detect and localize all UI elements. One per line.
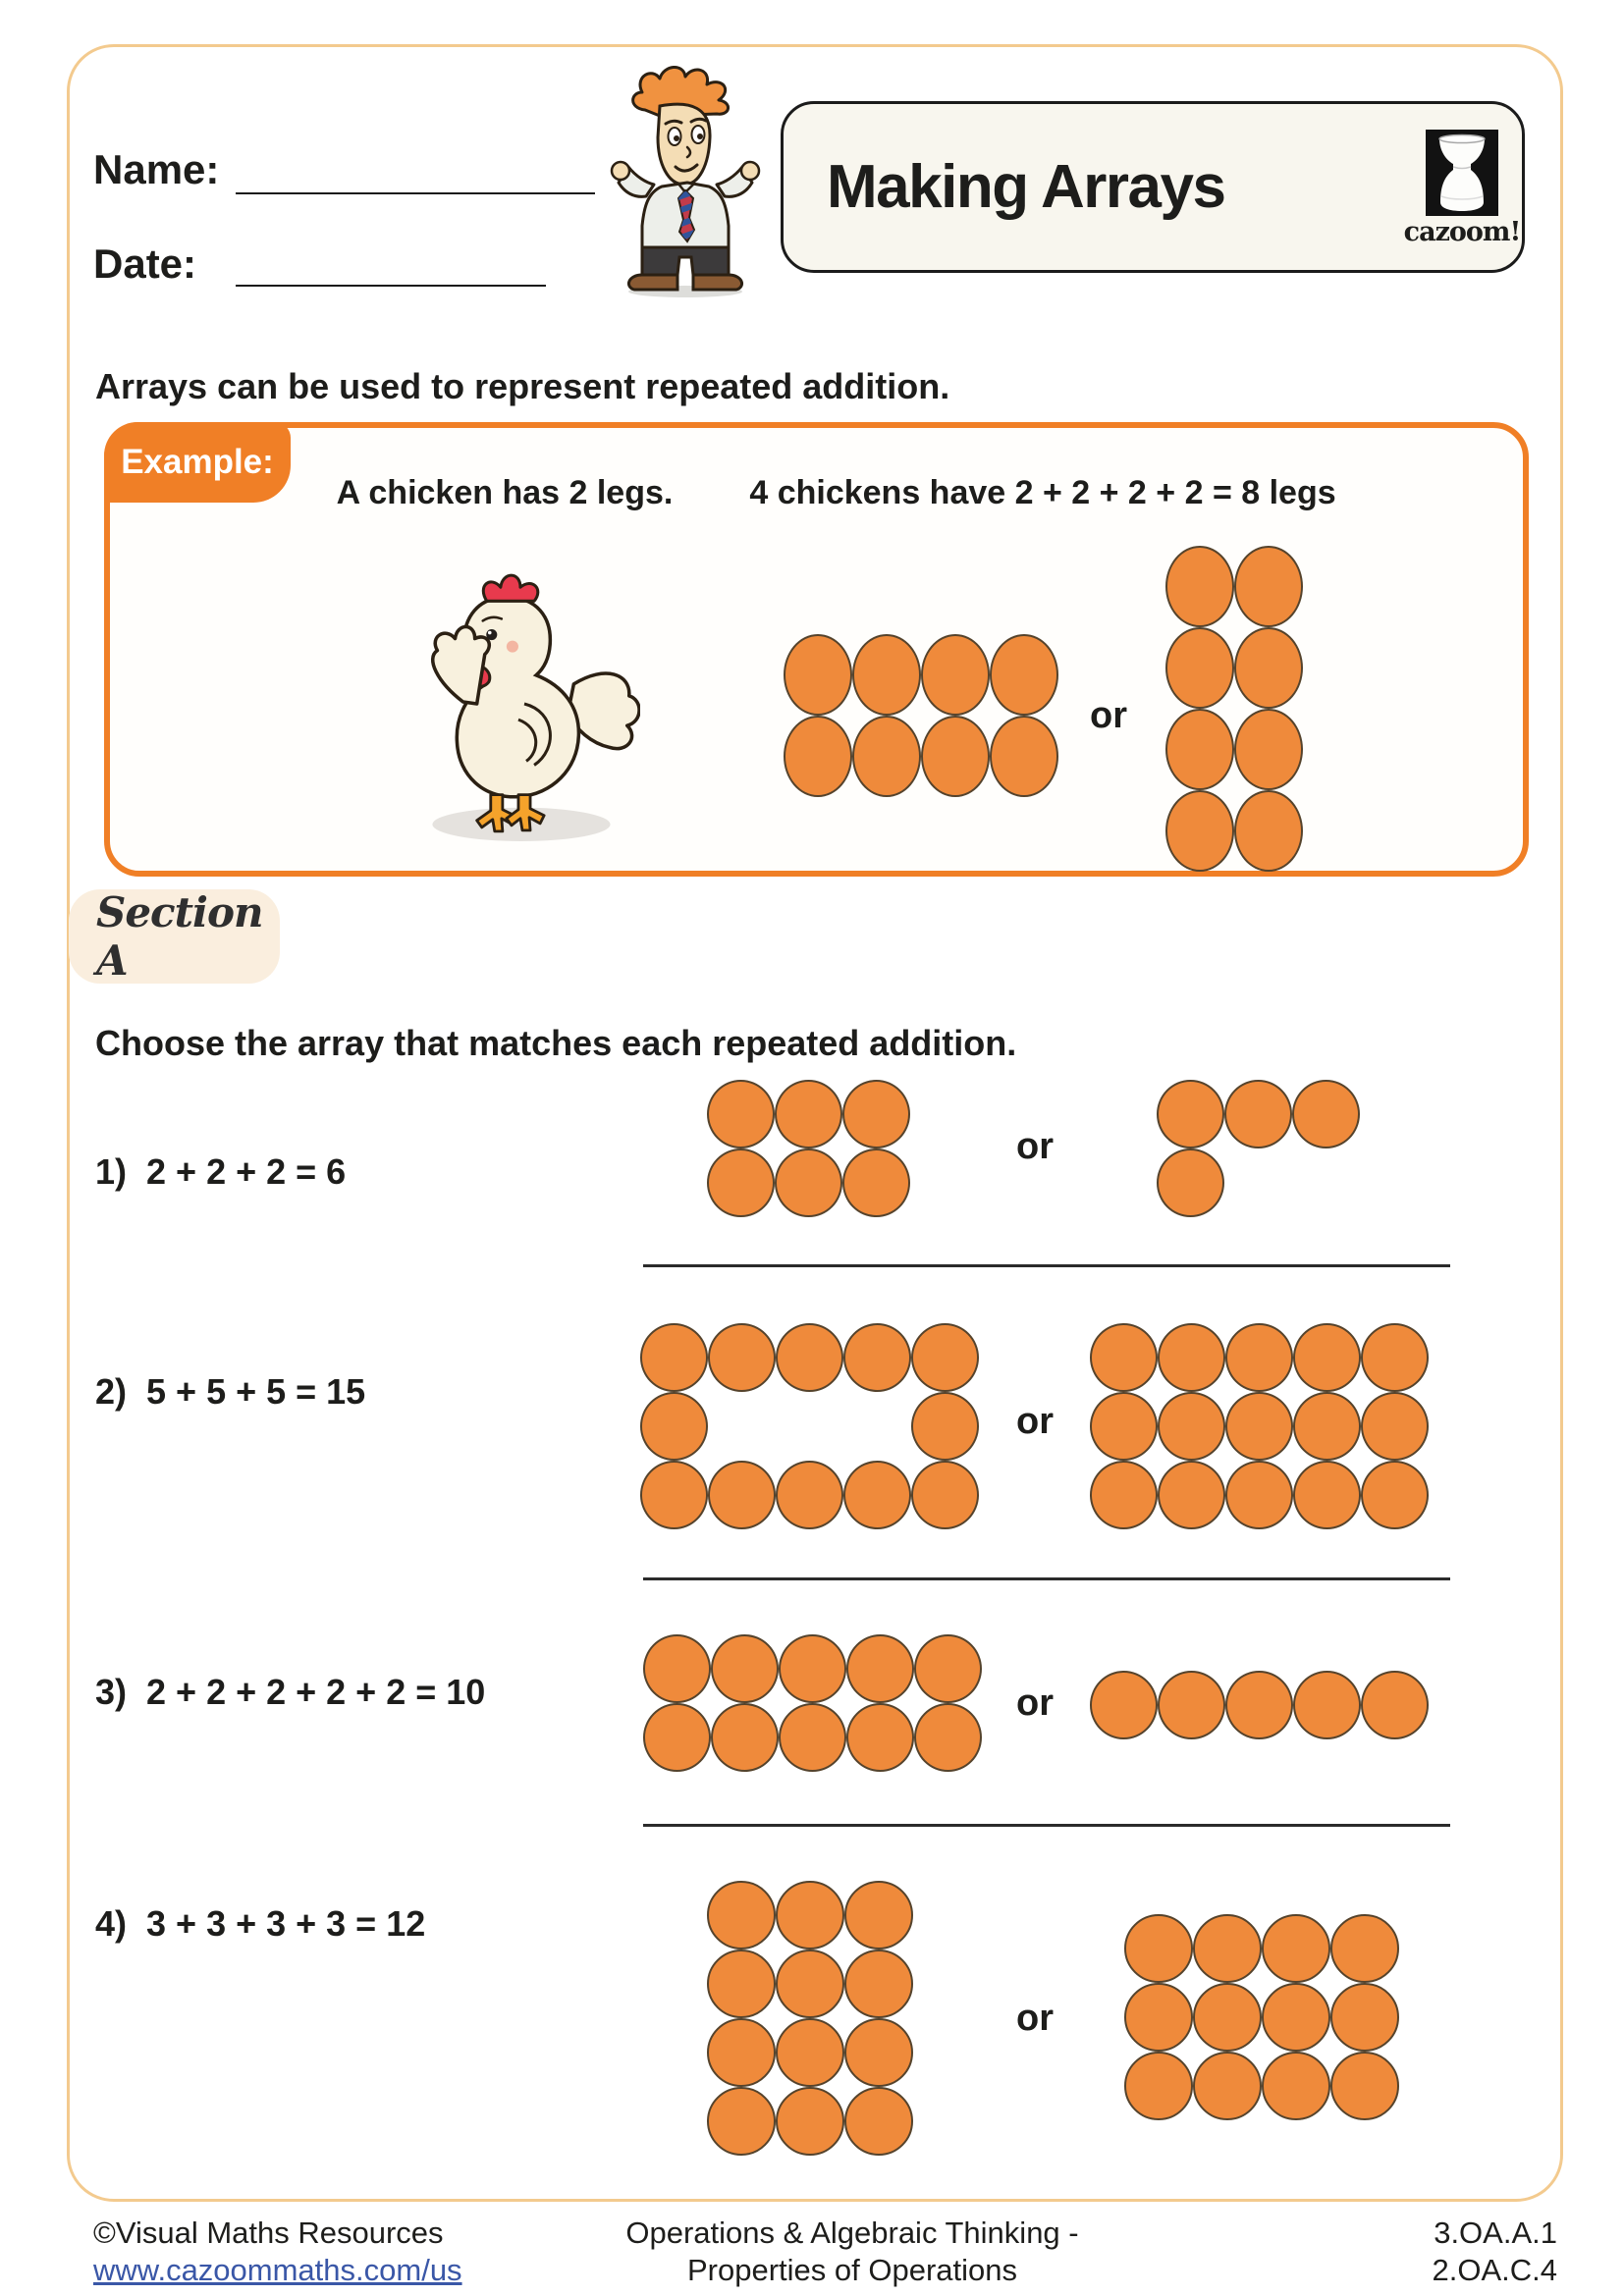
counter-dot <box>842 1148 910 1217</box>
footer-copyright: ©Visual Maths Resources <box>93 2216 444 2250</box>
counter-dot <box>852 716 921 797</box>
date-input-line[interactable] <box>236 285 546 287</box>
counter-dot <box>1157 1148 1224 1217</box>
counter-dot <box>1293 1392 1361 1461</box>
intro-text: Arrays can be used to represent repeated addition. <box>95 366 950 406</box>
question-equation: 5 + 5 + 5 = 15 <box>146 1371 366 1412</box>
counter-dot <box>707 1881 776 1949</box>
counter-dot <box>1292 1080 1360 1148</box>
question-number: 1) <box>95 1151 128 1192</box>
question-2-array-option-right[interactable] <box>1090 1323 1429 1529</box>
section-a-badge <box>69 889 280 984</box>
counter-dot <box>776 1949 844 2018</box>
counter-dot <box>1165 627 1234 709</box>
title-box <box>781 101 1525 273</box>
counter-dot <box>1262 2052 1330 2120</box>
or-label: or <box>1016 1682 1054 1724</box>
counter-gap <box>843 1392 911 1461</box>
or-label: or <box>1016 1401 1054 1442</box>
counter-dot <box>1293 1671 1361 1739</box>
counter-dot <box>1193 1914 1262 1983</box>
counter-dot <box>1124 2052 1193 2120</box>
question-divider <box>643 1577 1450 1580</box>
counter-dot <box>776 1461 843 1529</box>
counter-dot <box>1165 546 1234 627</box>
standard-code: 3.OA.A.1 <box>1434 2216 1557 2250</box>
counter-dot <box>775 1080 842 1148</box>
counter-dot <box>844 1881 913 1949</box>
question-number: 2) <box>95 1371 128 1412</box>
counter-dot <box>640 1461 708 1529</box>
counter-dot <box>1361 1671 1429 1739</box>
counter-dot <box>776 1881 844 1949</box>
counter-dot <box>1330 1983 1399 2052</box>
counter-dot <box>1165 709 1234 790</box>
counter-dot <box>1262 1983 1330 2052</box>
counter-gap <box>1224 1148 1292 1217</box>
chicken-illustration <box>407 556 640 847</box>
counter-dot <box>1158 1392 1225 1461</box>
date-label: Date: <box>93 240 197 287</box>
counter-dot <box>846 1634 914 1703</box>
counter-dot <box>843 1323 911 1392</box>
counter-dot <box>1124 1983 1193 2052</box>
counter-dot <box>1234 709 1303 790</box>
counter-dot <box>1090 1392 1158 1461</box>
counter-dot <box>844 2087 913 2156</box>
question-divider <box>643 1824 1450 1827</box>
question-4-text <box>95 1902 425 1945</box>
counter-dot <box>843 1461 911 1529</box>
name-input-line[interactable] <box>236 192 595 194</box>
question-equation: 2 + 2 + 2 = 6 <box>146 1151 347 1192</box>
example-caption-sum: 4 chickens have 2 + 2 + 2 + 2 = 8 legs <box>749 474 1336 511</box>
counter-dot <box>1293 1461 1361 1529</box>
counter-dot <box>1158 1461 1225 1529</box>
counter-dot <box>707 1080 775 1148</box>
counter-dot <box>779 1703 846 1772</box>
footer-website-link[interactable]: www.cazoommaths.com/us <box>93 2253 462 2287</box>
cazoom-drum-icon <box>1426 130 1498 216</box>
question-2-array-option-left[interactable] <box>640 1323 979 1529</box>
question-4-array-option-left[interactable] <box>707 1881 913 2156</box>
counter-dot <box>1165 790 1234 872</box>
counter-dot <box>1193 1983 1262 2052</box>
student-character-illustration <box>601 63 770 298</box>
counter-dot <box>1090 1461 1158 1529</box>
or-label: or <box>1090 695 1127 736</box>
counter-dot <box>1158 1323 1225 1392</box>
counter-dot <box>1090 1323 1158 1392</box>
counter-dot <box>1234 546 1303 627</box>
counter-dot <box>1330 1914 1399 1983</box>
counter-dot <box>1193 2052 1262 2120</box>
counter-dot <box>1361 1392 1429 1461</box>
question-3-text <box>95 1671 485 1713</box>
counter-dot <box>1158 1671 1225 1739</box>
counter-gap <box>1292 1148 1360 1217</box>
question-1-text <box>95 1150 346 1193</box>
or-label: or <box>1016 1126 1054 1167</box>
counter-dot <box>921 716 990 797</box>
counter-dot <box>1262 1914 1330 1983</box>
counter-dot <box>846 1703 914 1772</box>
question-4-array-option-right[interactable] <box>1124 1914 1399 2120</box>
counter-dot <box>640 1323 708 1392</box>
footer-topic-line1: Operations & Algebraic Thinking - <box>625 2216 1079 2250</box>
counter-dot <box>990 634 1058 716</box>
counter-gap <box>776 1392 843 1461</box>
cazoom-logo-text: cazoom! <box>1403 217 1521 247</box>
question-3-array-option-left[interactable] <box>643 1634 982 1772</box>
counter-dot <box>707 1949 776 2018</box>
counter-dot <box>1293 1323 1361 1392</box>
counter-dot <box>779 1634 846 1703</box>
counter-dot <box>990 716 1058 797</box>
counter-dot <box>911 1461 979 1529</box>
question-equation: 2 + 2 + 2 + 2 + 2 = 10 <box>146 1672 486 1712</box>
counter-dot <box>842 1080 910 1148</box>
counter-dot <box>1361 1323 1429 1392</box>
counter-dot <box>852 634 921 716</box>
instruction-text: Choose the array that matches each repeated addition. <box>95 1023 1017 1063</box>
example-box <box>104 422 1529 877</box>
counter-gap <box>708 1392 776 1461</box>
example-tab: Example: <box>104 422 291 503</box>
counter-dot <box>1090 1671 1158 1739</box>
question-1-array-option-left[interactable] <box>707 1080 910 1217</box>
counter-dot <box>844 1949 913 2018</box>
counter-dot <box>914 1634 982 1703</box>
counter-dot <box>1124 1914 1193 1983</box>
counter-dot <box>1225 1323 1293 1392</box>
counter-dot <box>776 2018 844 2087</box>
question-3-array-option-right[interactable] <box>1090 1671 1429 1739</box>
counter-dot <box>711 1703 779 1772</box>
counter-dot <box>1225 1461 1293 1529</box>
counter-dot <box>775 1148 842 1217</box>
counter-dot <box>1234 790 1303 872</box>
section-a-label: Section A <box>96 888 263 985</box>
counter-dot <box>707 2018 776 2087</box>
counter-dot <box>643 1703 711 1772</box>
question-equation: 3 + 3 + 3 + 3 = 12 <box>146 1903 426 1944</box>
example-array-4x2 <box>1165 546 1303 872</box>
question-2-text <box>95 1370 365 1413</box>
counter-dot <box>776 1323 843 1392</box>
counter-dot <box>708 1323 776 1392</box>
counter-dot <box>914 1703 982 1772</box>
cazoom-logo <box>1403 130 1521 247</box>
footer-topic <box>550 2215 1155 2289</box>
counter-dot <box>911 1323 979 1392</box>
counter-dot <box>911 1392 979 1461</box>
or-label: or <box>1016 1998 1054 2039</box>
counter-dot <box>784 634 852 716</box>
counter-dot <box>776 2087 844 2156</box>
counter-dot <box>711 1634 779 1703</box>
counter-dot <box>1224 1080 1292 1148</box>
counter-dot <box>707 2087 776 2156</box>
page-title: Making Arrays <box>827 153 1225 221</box>
example-caption-chicken: A chicken has 2 legs. <box>336 474 674 511</box>
example-array-2x4 <box>784 634 1058 797</box>
counter-dot <box>784 716 852 797</box>
footer-topic-line2: Properties of Operations <box>686 2253 1017 2287</box>
counter-dot <box>1225 1392 1293 1461</box>
name-label: Name: <box>93 146 220 192</box>
question-1-array-option-right[interactable] <box>1157 1080 1360 1217</box>
counter-dot <box>921 634 990 716</box>
counter-dot <box>640 1392 708 1461</box>
counter-dot <box>1234 627 1303 709</box>
counter-dot <box>643 1634 711 1703</box>
footer-standards <box>1355 2215 1557 2289</box>
counter-dot <box>707 1148 775 1217</box>
counter-dot <box>1225 1671 1293 1739</box>
footer-publisher <box>93 2215 462 2289</box>
question-number: 3) <box>95 1672 128 1712</box>
question-number: 4) <box>95 1903 128 1944</box>
counter-dot <box>1361 1461 1429 1529</box>
counter-dot <box>708 1461 776 1529</box>
question-divider <box>643 1264 1450 1267</box>
counter-dot <box>844 2018 913 2087</box>
counter-dot <box>1330 2052 1399 2120</box>
counter-dot <box>1157 1080 1224 1148</box>
standard-code: 2.OA.C.4 <box>1432 2253 1557 2287</box>
